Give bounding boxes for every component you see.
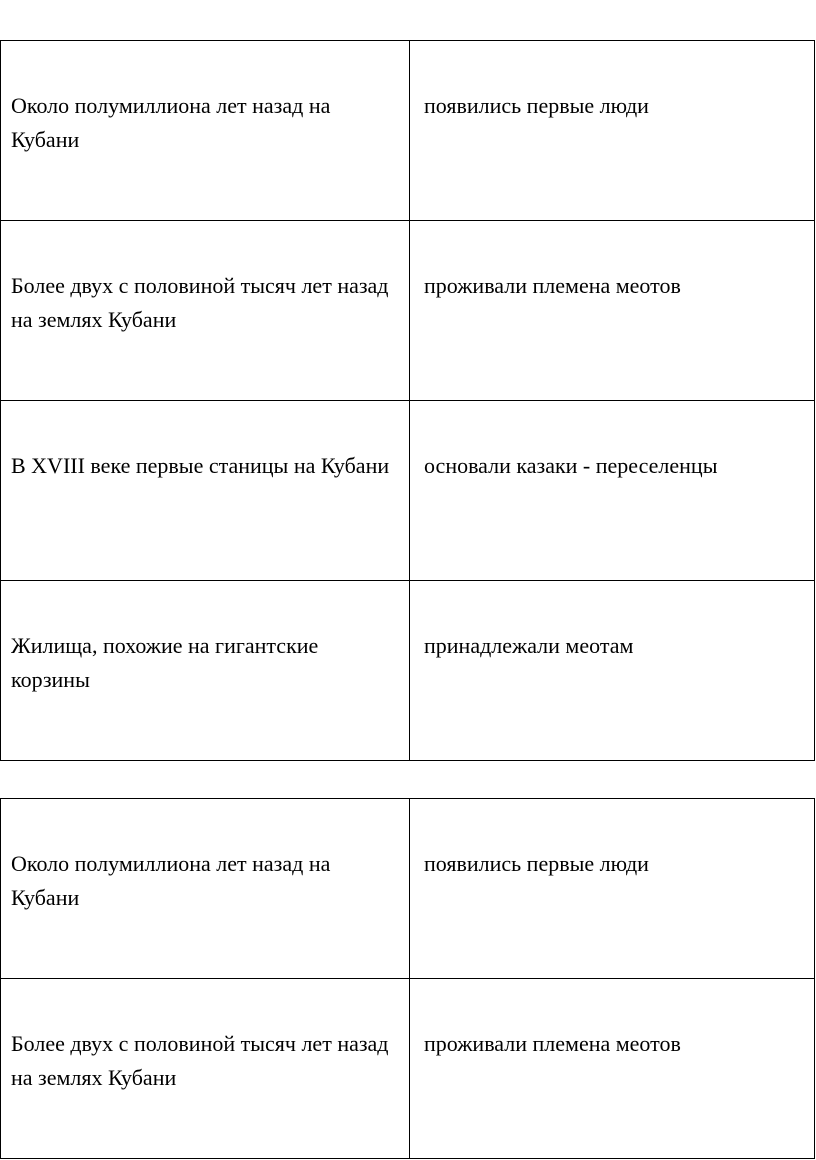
statement-text: Более двух с половиной тысяч лет назад на землях Кубани (11, 1031, 389, 1090)
matching-card-table-2 (0, 798, 815, 1159)
table-row (1, 401, 815, 581)
answer-text: проживали племена меотов (424, 1031, 681, 1056)
answer-text: основали казаки - переселенцы (424, 453, 718, 478)
statement-cell (1, 41, 410, 221)
answer-text: принадлежали меотам (424, 633, 634, 658)
answer-text: появились первые люди (424, 93, 649, 118)
statement-text: Около полумиллиона лет назад на Кубани (11, 851, 331, 910)
answer-cell (410, 979, 815, 1159)
statement-cell (1, 221, 410, 401)
statement-cell (1, 979, 410, 1159)
statement-text: Жилища, похожие на гигантские корзины (11, 633, 319, 692)
matching-card-table-1 (0, 40, 815, 761)
answer-text: проживали племена меотов (424, 273, 681, 298)
answer-cell (410, 581, 815, 761)
statement-cell (1, 401, 410, 581)
table-row (1, 979, 815, 1159)
table-row (1, 41, 815, 221)
statement-text: Около полумиллиона лет назад на Кубани (11, 93, 331, 152)
answer-text: появились первые люди (424, 851, 649, 876)
statement-cell (1, 799, 410, 979)
table-row (1, 581, 815, 761)
table-row (1, 221, 815, 401)
statement-text: Более двух с половиной тысяч лет назад на землях Кубани (11, 273, 389, 332)
answer-cell (410, 401, 815, 581)
statement-cell (1, 581, 410, 761)
answer-cell (410, 41, 815, 221)
statement-text: В XVIII веке первые станицы на Кубани (11, 453, 390, 478)
answer-cell (410, 799, 815, 979)
table-row (1, 799, 815, 979)
answer-cell (410, 221, 815, 401)
